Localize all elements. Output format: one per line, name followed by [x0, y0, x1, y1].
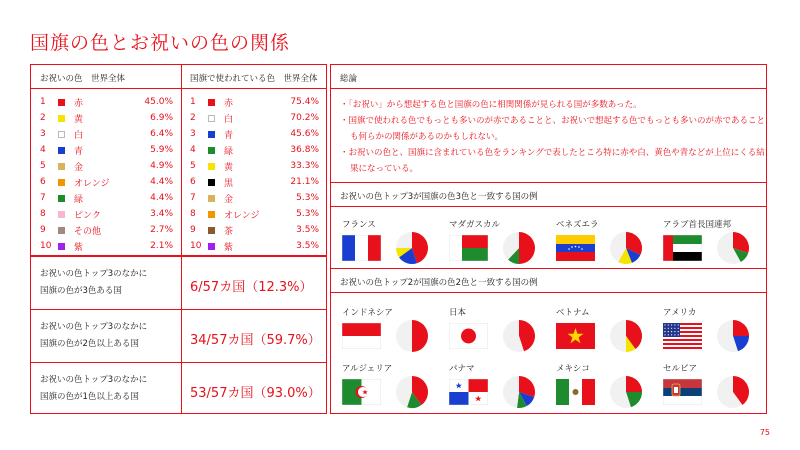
country-name: アラブ首長国連邦 [663, 220, 732, 230]
country-card [342, 218, 442, 278]
country-card [556, 362, 656, 422]
stat-label-3-colors: お祝いの色トップ3のなかに 国旗の色が3色ある国 [40, 269, 148, 296]
color-swatch [58, 99, 65, 106]
rank-number: 1 [190, 97, 196, 107]
color-swatch [208, 163, 215, 170]
celebration-color-row [40, 222, 173, 238]
page-title: 国旗の色とお祝いの色の関係 [30, 32, 291, 54]
color-percentage: 45.6% [290, 129, 319, 139]
rank-number: 6 [40, 177, 46, 187]
celebration-color-pie [502, 319, 536, 353]
flag-panama-icon [449, 379, 488, 405]
rank-number: 3 [190, 129, 196, 139]
color-swatch [58, 227, 65, 234]
color-percentage: 4.9% [150, 161, 173, 171]
color-name: 茶 [224, 226, 234, 237]
flag-venezuela-icon [556, 235, 595, 261]
country-name: アメリカ [663, 308, 697, 318]
color-swatch [208, 147, 215, 154]
flag-color-row [190, 94, 319, 110]
country-card [449, 218, 549, 278]
stat-label-2-colors: お祝いの色トップ3のなかに 国旗の色が2色以上ある国 [40, 322, 148, 349]
summary-bullet: ・国旗で使われる色でもっとも多いのが赤であることと、お祝いで想起する色でもっとも多いのが赤であることも何らかの関係があるのかもしれない。 [340, 116, 766, 142]
country-name: ベトナム [556, 308, 590, 318]
flag-indonesia-icon [342, 323, 381, 349]
celebration-colors-header: お祝いの色 世界全体 [40, 74, 126, 84]
color-percentage: 5.3% [296, 209, 319, 219]
color-percentage: 5.3% [296, 193, 319, 203]
rank-number: 10 [190, 241, 202, 251]
flag-color-row [190, 142, 319, 158]
country-name: アルジェリア [342, 364, 393, 374]
color-name: 金 [224, 194, 234, 205]
flag-madagascar-icon [449, 235, 488, 261]
rank-number: 2 [40, 113, 46, 123]
celebration-color-pie [395, 231, 429, 265]
color-percentage: 2.7% [150, 225, 173, 235]
color-swatch [208, 131, 215, 138]
color-name: 黄 [224, 162, 234, 173]
celebration-color-row [40, 206, 173, 222]
flag-color-row [190, 174, 319, 190]
color-swatch [208, 243, 215, 250]
rank-number: 9 [190, 225, 196, 235]
flag-color-row [190, 206, 319, 222]
rank-number: 8 [190, 209, 196, 219]
color-swatch [58, 163, 65, 170]
celebration-color-row [40, 238, 173, 254]
color-percentage: 5.9% [150, 145, 173, 155]
flag-usa-icon [663, 323, 702, 349]
celebration-color-pie [502, 375, 536, 409]
color-name: その他 [74, 226, 102, 237]
color-swatch [58, 147, 65, 154]
top2-section-title: お祝いの色トップ2が国旗の色2色と一致する国の例 [340, 278, 538, 288]
color-percentage: 45.0% [144, 97, 173, 107]
stat-label-1-color: お祝いの色トップ3のなかに 国旗の色が1色以上ある国 [40, 375, 148, 402]
rank-number: 5 [190, 161, 196, 171]
celebration-color-row [40, 94, 173, 110]
country-card [663, 362, 763, 422]
rank-number: 4 [190, 145, 196, 155]
color-name: 赤 [224, 98, 234, 109]
celebration-color-pie [395, 319, 429, 353]
flag-japan-icon [449, 323, 488, 349]
rank-number: 2 [190, 113, 196, 123]
color-name: 赤 [74, 98, 84, 109]
color-percentage: 4.4% [150, 177, 173, 187]
celebration-color-row [40, 174, 173, 190]
color-name: 青 [74, 146, 84, 157]
celebration-color-pie [609, 375, 643, 409]
color-swatch [208, 99, 215, 106]
color-name: 黄 [74, 114, 84, 125]
country-card [449, 362, 549, 422]
celebration-color-pie [716, 231, 750, 265]
country-name: メキシコ [556, 364, 590, 374]
celebration-color-row [40, 158, 173, 174]
flag-vietnam-icon [556, 323, 595, 349]
color-name: 白 [74, 130, 84, 141]
celebration-color-pie [502, 231, 536, 265]
color-name: ピンク [74, 210, 101, 221]
color-name: 緑 [224, 146, 234, 157]
color-swatch [208, 115, 215, 122]
country-card [342, 362, 442, 422]
color-name: 青 [224, 130, 234, 141]
country-name: マダガスカル [449, 220, 501, 230]
country-name: ベネズエラ [556, 220, 599, 230]
rank-number: 8 [40, 209, 46, 219]
color-percentage: 3.5% [296, 225, 319, 235]
country-name: インドネシア [342, 308, 393, 318]
color-percentage: 36.8% [290, 145, 319, 155]
flag-mexico-icon [556, 379, 595, 405]
color-swatch [208, 227, 215, 234]
rank-number: 10 [40, 241, 52, 251]
top3-section-title: お祝いの色トップ3が国旗の色3色と一致する国の例 [340, 192, 538, 202]
color-swatch [58, 195, 65, 202]
flag-serbia-icon [663, 379, 702, 405]
country-card [556, 218, 656, 278]
color-swatch [208, 211, 215, 218]
flag-algeria-icon [342, 379, 381, 405]
celebration-color-pie [609, 319, 643, 353]
flag-color-row [190, 158, 319, 174]
celebration-color-pie [609, 231, 643, 265]
color-name: 金 [74, 162, 84, 173]
rank-number: 1 [40, 97, 46, 107]
celebration-color-row [40, 110, 173, 126]
country-card [663, 218, 763, 278]
country-card [449, 306, 549, 366]
color-swatch [208, 195, 215, 202]
color-name: 白 [224, 114, 234, 125]
flag-colors-header: 国旗で使われている色 世界全体 [190, 74, 318, 84]
flag-color-row [190, 238, 319, 254]
page-number: 75 [759, 428, 770, 437]
color-percentage: 2.1% [150, 241, 173, 251]
rank-number: 7 [40, 193, 46, 203]
flag-uae-icon [663, 235, 702, 261]
color-swatch [58, 179, 65, 186]
color-percentage: 6.4% [150, 129, 173, 139]
celebration-color-pie [395, 375, 429, 409]
stat-value-1-color: 53/57カ国（93.0%） [190, 386, 321, 401]
color-percentage: 70.2% [290, 113, 319, 123]
flag-color-row [190, 110, 319, 126]
summary-bullet: ・お祝いの色と、国旗に含まれている色をランキングで表したところ特に赤や白、黄色や青などが上位にくる結果になっている。 [340, 148, 765, 174]
color-percentage: 21.1% [290, 177, 319, 187]
flag-color-row [190, 126, 319, 142]
rank-number: 6 [190, 177, 196, 187]
color-name: 紫 [74, 242, 84, 253]
color-swatch [58, 243, 65, 250]
country-name: パナマ [449, 364, 475, 374]
rank-number: 4 [40, 145, 46, 155]
rank-number: 5 [40, 161, 46, 171]
color-percentage: 4.4% [150, 193, 173, 203]
stat-value-2-colors: 34/57カ国（59.7%） [190, 333, 321, 348]
country-card [663, 306, 763, 366]
rank-number: 7 [190, 193, 196, 203]
country-card [556, 306, 656, 366]
color-name: 緑 [74, 194, 84, 205]
stat-value-3-colors: 6/57カ国（12.3%） [190, 280, 313, 295]
color-swatch [58, 131, 65, 138]
color-swatch [58, 211, 65, 218]
celebration-color-row [40, 190, 173, 206]
flag-color-row [190, 222, 319, 238]
color-name: オレンジ [224, 210, 260, 221]
color-swatch [58, 115, 65, 122]
color-name: 黒 [224, 178, 234, 189]
celebration-color-pie [716, 319, 750, 353]
color-percentage: 3.5% [296, 241, 319, 251]
flag-color-row [190, 190, 319, 206]
summary-text [340, 97, 765, 177]
color-percentage: 75.4% [290, 97, 319, 107]
flag-france-icon [342, 235, 381, 261]
color-name: オレンジ [74, 178, 110, 189]
color-percentage: 33.3% [290, 161, 319, 171]
summary-header: 総論 [340, 74, 358, 84]
country-card [342, 306, 442, 366]
celebration-color-row [40, 142, 173, 158]
country-name: フランス [342, 220, 376, 230]
color-percentage: 3.4% [150, 209, 173, 219]
rank-number: 3 [40, 129, 46, 139]
celebration-color-pie [716, 375, 750, 409]
color-percentage: 6.9% [150, 113, 173, 123]
color-name: 紫 [224, 242, 234, 253]
country-name: セルビア [663, 364, 698, 374]
celebration-color-row [40, 126, 173, 142]
rank-number: 9 [40, 225, 46, 235]
country-name: 日本 [449, 308, 467, 318]
color-swatch [208, 179, 215, 186]
summary-bullet: ・「お祝い」から想起する色と国旗の色に相関関係が見られる国が多数あった。 [340, 100, 642, 110]
